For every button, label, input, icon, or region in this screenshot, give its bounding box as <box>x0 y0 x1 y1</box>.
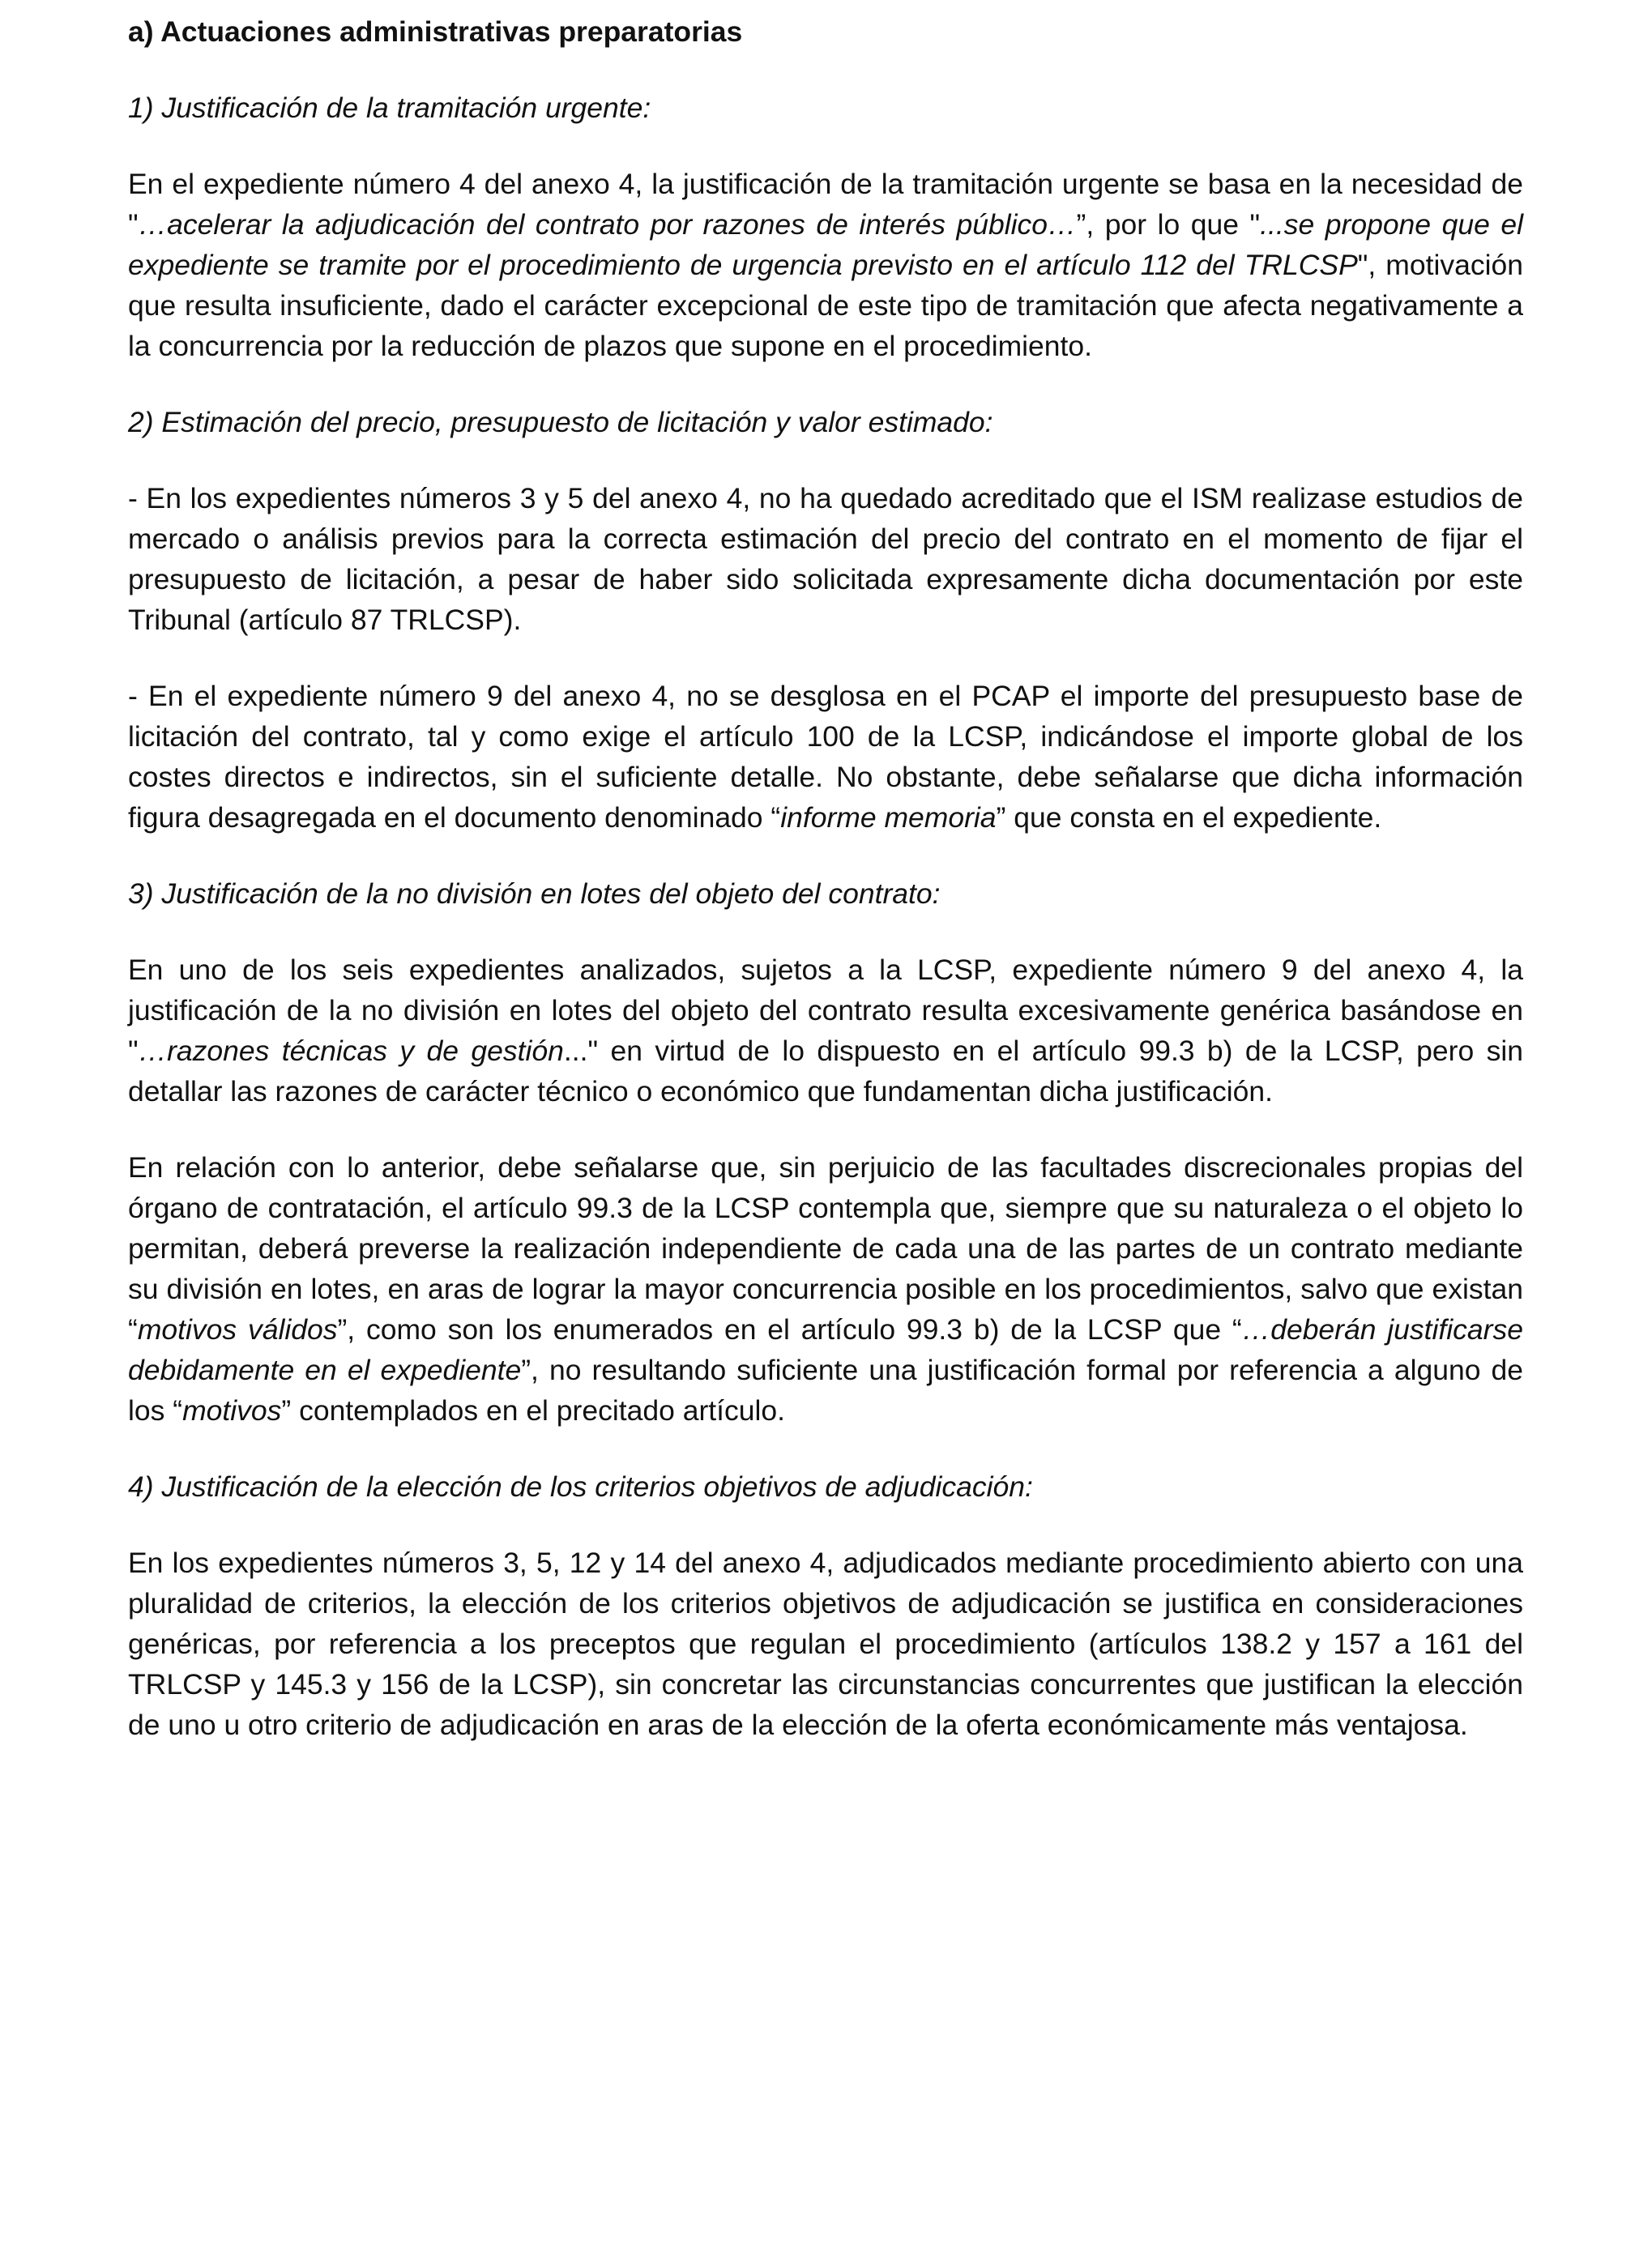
italic-text-run: motivos <box>182 1394 282 1427</box>
text-run: En los expedientes números 3, 5, 12 y 14 del anexo 4, adjudicados mediante procedimiento abierto con una pluralidad de criterios, la elección de los criterios objetivos de adjudicación se justifica en consideraciones genéricas, por referencia a los preceptos que regulan el procedimiento (artículos 138.2 y 157 a 161 del TRLCSP y 145.3 y 156 de la LCSP), sin concretar las circunstancias concurrentes que justifican la elección de uno u otro criterio de adjudicación en aras de la elección de la oferta económicamente más ventajosa. <box>128 1547 1523 1741</box>
italic-text-run: …deberán justificarse debidamente en el expediente <box>128 1313 1523 1386</box>
paragraph <box>128 478 1523 640</box>
document-page <box>128 11 1523 1781</box>
text-run: En relación con lo anterior, debe señalarse que, sin perjuicio de las facultades discrecionales propias del órgano de contratación, el artículo 99.3 de la LCSP contempla que, siempre que su naturaleza o el objeto lo permitan, deberá preverse la realización independiente de cada una de las partes de un contrato mediante su división en lotes, en aras de lograr la mayor concurrencia posible en los procedimientos, salvo que existan “ <box>128 1151 1523 1346</box>
italic-text-run: ...se propone que el expediente se tramite por el procedimiento de urgencia previsto en el artículo 112 del TRLCSP <box>128 208 1523 281</box>
text-run: En el expediente número 4 del anexo 4, la justificación de la tramitación urgente se basa en la necesidad de " <box>128 168 1523 241</box>
paragraph <box>128 164 1523 366</box>
text-run: - En los expedientes números 3 y 5 del anexo 4, no ha quedado acreditado que el ISM realizase estudios de mercado o análisis previos para la correcta estimación del precio del contrato en el momento de fijar el presupuesto de licitación, a pesar de haber sido solicitada expresamente dicha documentación por este Tribunal (artículo 87 TRLCSP). <box>128 482 1523 636</box>
text-run: ", motivación que resulta insuficiente, dado el carácter excepcional de este tipo de tramitación que afecta negativamente a la concurrencia por la reducción de plazos que supone en el procedimiento. <box>128 249 1523 362</box>
text-run: - En el expediente número 9 del anexo 4, no se desglosa en el PCAP el importe del presupuesto base de licitación del contrato, tal y como exige el artículo 100 de la LCSP, indicándose el importe global de los costes directos e indirectos, sin el suficiente detalle. No obstante, debe señalarse que dicha información figura desagregada en el documento denominado “ <box>128 680 1523 834</box>
italic-text-run: …acelerar la adjudicación del contrato por razones de interés público… <box>138 208 1077 241</box>
subsection-title-1: 1) Justificación de la tramitación urgente: <box>128 92 651 124</box>
section-heading: a) Actuaciones administrativas preparatorias <box>128 15 743 48</box>
italic-text-run: motivos válidos <box>137 1313 338 1346</box>
text-run: ”, por lo que " <box>1076 208 1261 241</box>
subsection-title-2: 2) Estimación del precio, presupuesto de licitación y valor estimado: <box>128 406 993 438</box>
text-run: ” contemplados en el precitado artículo. <box>281 1394 785 1427</box>
italic-text-run: informe memoria <box>780 801 997 834</box>
text-run: ..." en virtud de lo dispuesto en el artículo 99.3 b) de la LCSP, pero sin detallar las razones de carácter técnico o económico que fundamentan dicha justificación. <box>128 1035 1523 1107</box>
text-run: ”, no resultando suficiente una justificación formal por referencia a alguno de los “ <box>128 1354 1523 1427</box>
italic-text-run: …razones técnicas y de gestión <box>138 1035 564 1067</box>
paragraph <box>128 676 1523 838</box>
subsection-title-3: 3) Justificación de la no división en lotes del objeto del contrato: <box>128 877 941 910</box>
text-run: En uno de los seis expedientes analizados, sujetos a la LCSP, expediente número 9 del anexo 4, la justificación de la no división en lotes del objeto del contrato resulta excesivamente genérica basándose en " <box>128 954 1523 1067</box>
text-run: ”, como son los enumerados en el artículo 99.3 b) de la LCSP que “ <box>337 1313 1242 1346</box>
paragraph <box>128 1147 1523 1431</box>
paragraph <box>128 1543 1523 1745</box>
subsection-title-4: 4) Justificación de la elección de los criterios objetivos de adjudicación: <box>128 1470 1033 1503</box>
text-run: ” que consta en el expediente. <box>996 801 1382 834</box>
paragraph <box>128 950 1523 1112</box>
